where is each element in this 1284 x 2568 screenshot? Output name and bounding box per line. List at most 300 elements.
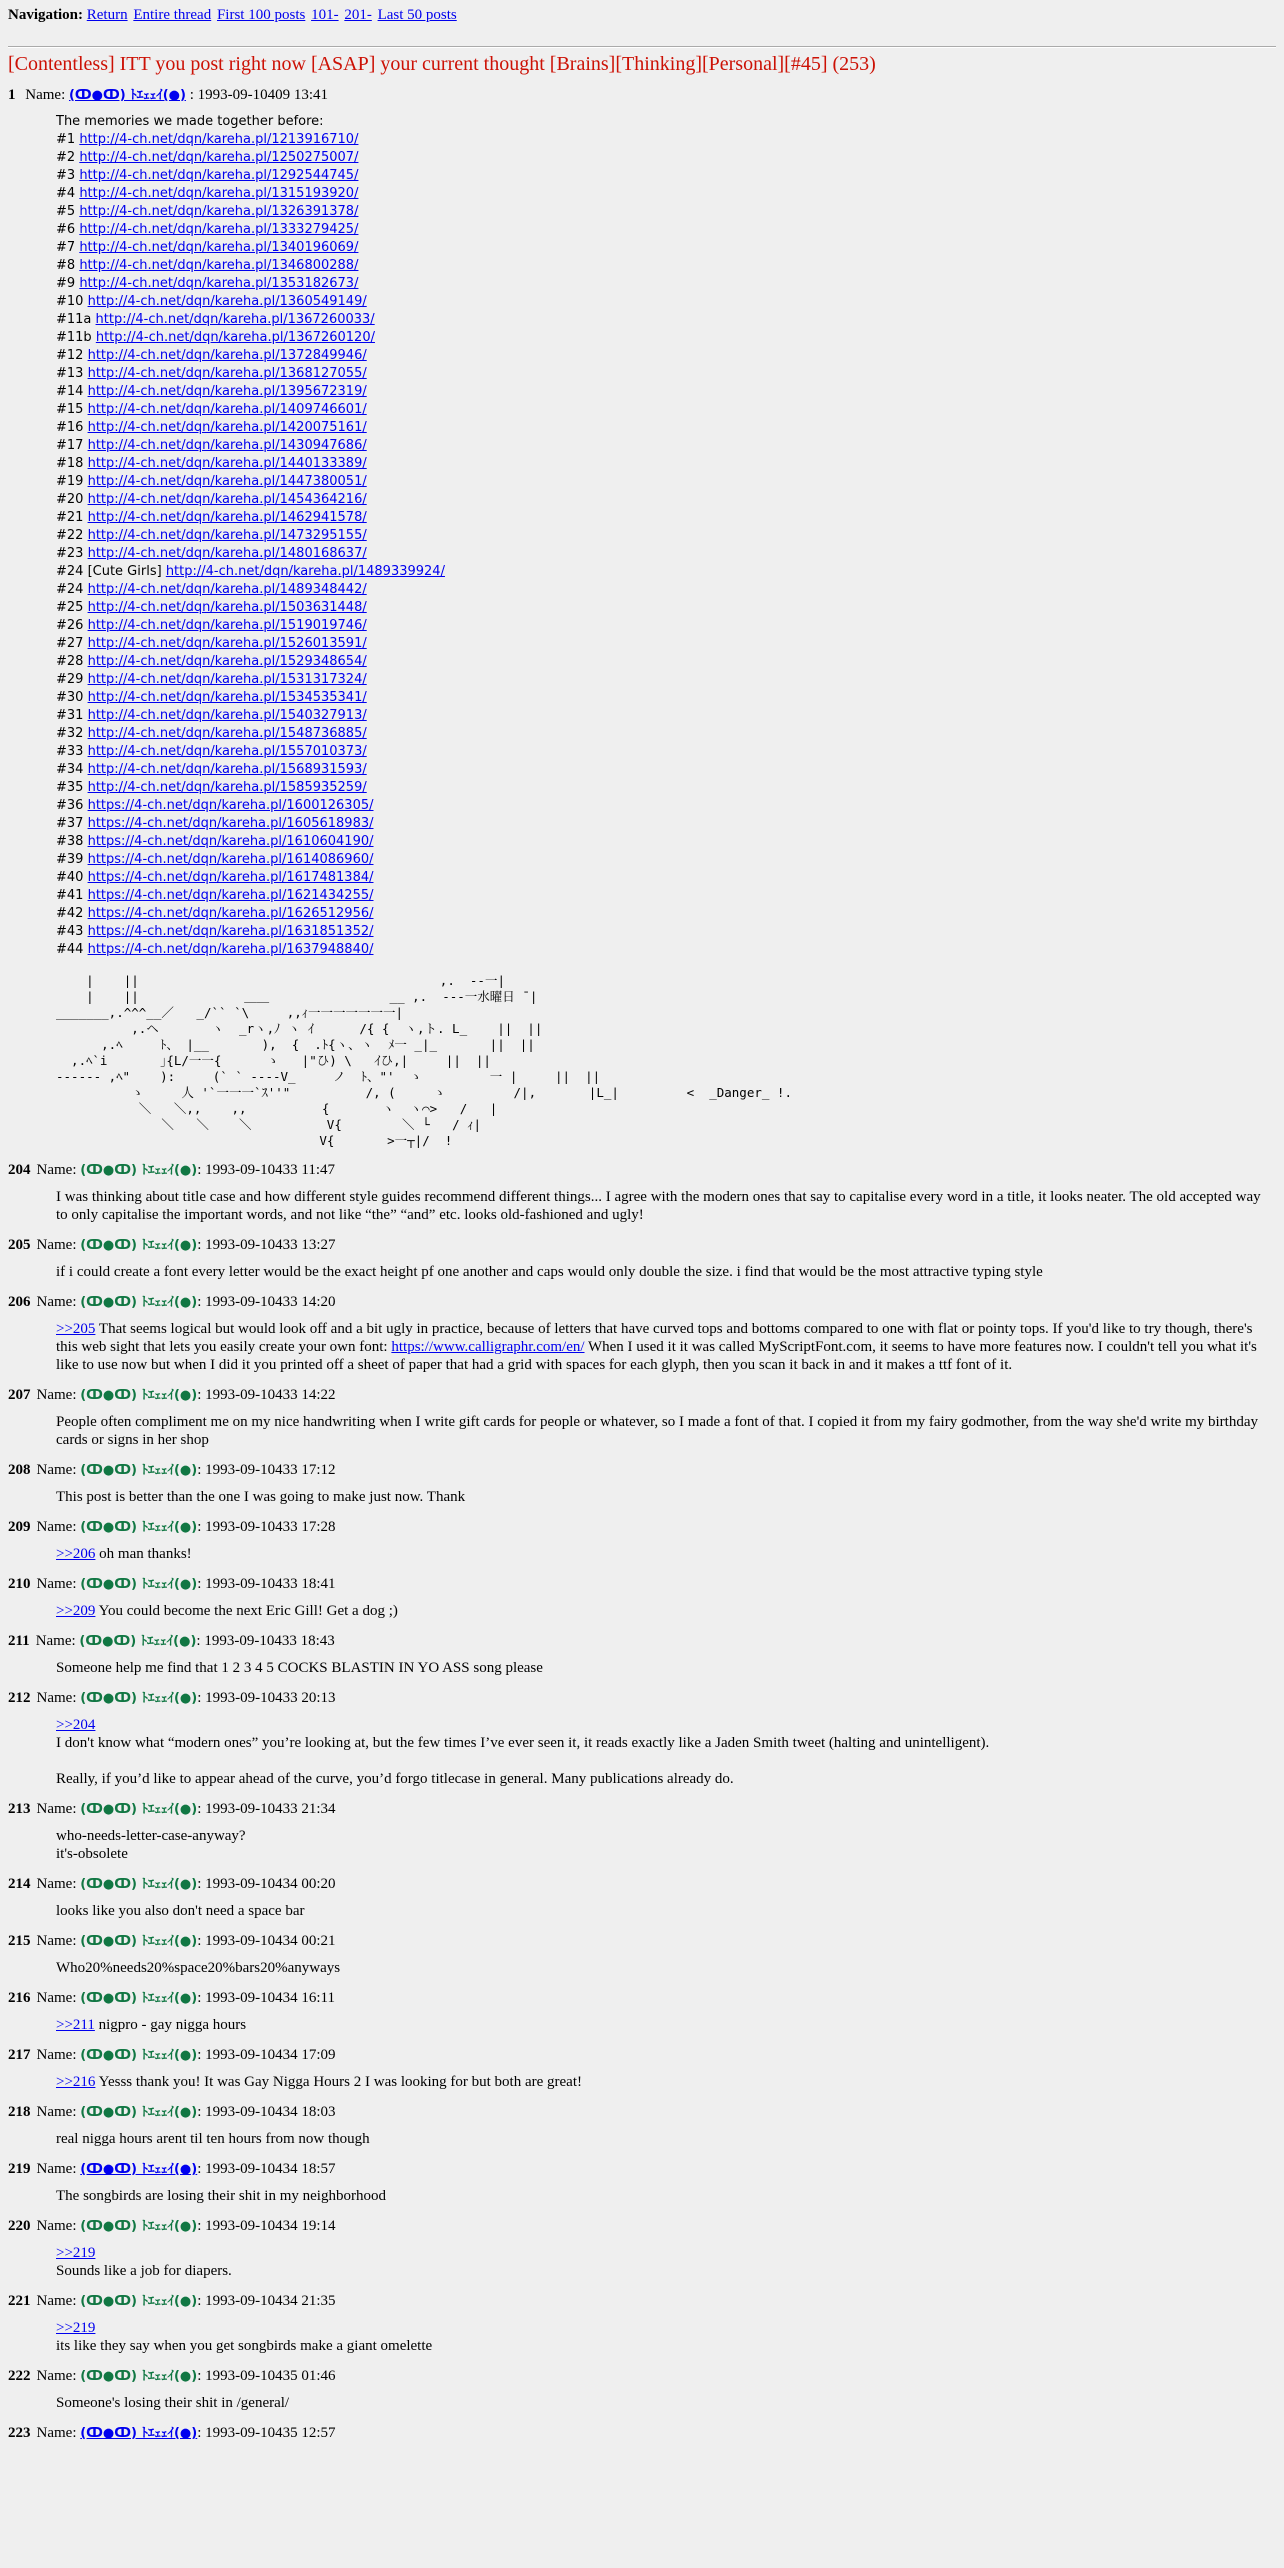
post-text: When I used it it was called MyScriptFont.com, it seems to have more features now. I couldn't tell you what it's like to use now but when I did it you printed off a sheet of paper that had a grid with spaces for each glyph, then you scan it back in and it makes a ttf font of it. bbox=[56, 1339, 1257, 1373]
post-number: 218 bbox=[8, 2104, 31, 2120]
memory-link[interactable]: http://4-ch.net/dqn/kareha.pl/1409746601/ bbox=[87, 402, 367, 417]
post-number: 219 bbox=[8, 2161, 31, 2177]
post-text: Someone help me find that 1 2 3 4 5 COCKS BLASTIN IN YO ASS song please bbox=[56, 1660, 543, 1676]
name-label: Name: bbox=[36, 2368, 77, 2384]
post-date: : 1993-09-10409 13:41 bbox=[189, 87, 329, 103]
post-line bbox=[56, 1413, 1276, 1449]
memory-label: #44 bbox=[56, 942, 84, 957]
post-body bbox=[56, 1413, 1276, 1449]
memory-link[interactable]: https://4-ch.net/dqn/kareha.pl/1637948840/ bbox=[87, 942, 374, 957]
post-date: : 1993-09-10434 16:11 bbox=[197, 1990, 335, 2006]
post-number: 205 bbox=[8, 1237, 31, 1253]
memory-item bbox=[56, 761, 1276, 779]
memory-item bbox=[56, 815, 1276, 833]
poster-name: (ↀ●ↀ) ﾄｴｪｪｲ(●) bbox=[80, 1463, 198, 1478]
memory-link[interactable]: https://4-ch.net/dqn/kareha.pl/1621434255/ bbox=[87, 888, 374, 903]
post-text: Yesss thank you! It was Gay Nigga Hours 2 I was looking for but both are great! bbox=[95, 2074, 583, 2090]
poster-name: (ↀ●ↀ) ﾄｴｪｪｲ(●) bbox=[80, 2219, 198, 2234]
memory-item bbox=[56, 689, 1276, 707]
memory-link[interactable]: http://4-ch.net/dqn/kareha.pl/1333279425/ bbox=[79, 222, 359, 237]
memory-link[interactable]: http://4-ch.net/dqn/kareha.pl/1557010373/ bbox=[87, 744, 367, 759]
memory-link[interactable]: https://4-ch.net/dqn/kareha.pl/1614086960/ bbox=[87, 852, 374, 867]
post-line bbox=[56, 1959, 1276, 1977]
post-date: : 1993-09-10433 18:43 bbox=[196, 1633, 335, 1649]
name-label: Name: bbox=[36, 1990, 77, 2006]
post-date: : 1993-09-10434 18:03 bbox=[197, 2104, 336, 2120]
memory-item bbox=[56, 635, 1276, 653]
poster-name: (ↀ●ↀ) ﾄｴｪｪｲ(●) bbox=[80, 1163, 198, 1178]
memory-link[interactable]: http://4-ch.net/dqn/kareha.pl/1368127055/ bbox=[87, 366, 367, 381]
name-label: Name: bbox=[36, 1576, 77, 1592]
memory-link[interactable]: http://4-ch.net/dqn/kareha.pl/1473295155/ bbox=[87, 528, 367, 543]
poster-name: (ↀ●ↀ) ﾄｴｪｪｲ(●) bbox=[80, 1934, 198, 1949]
memory-label: #19 bbox=[56, 474, 84, 489]
memory-label: #42 bbox=[56, 906, 84, 921]
name-label: Name: bbox=[36, 1294, 77, 1310]
memory-link[interactable]: http://4-ch.net/dqn/kareha.pl/1367260120/ bbox=[95, 330, 375, 345]
memory-item bbox=[56, 329, 1276, 347]
post-text: who-needs-letter-case-anyway? bbox=[56, 1828, 246, 1844]
post bbox=[8, 1932, 1276, 1977]
post-body bbox=[56, 1263, 1276, 1281]
reply-reference-link[interactable]: >>216 bbox=[56, 2074, 96, 2090]
memory-item bbox=[56, 887, 1276, 905]
memory-item bbox=[56, 419, 1276, 437]
memory-link[interactable]: http://4-ch.net/dqn/kareha.pl/1430947686/ bbox=[87, 438, 367, 453]
memory-item bbox=[56, 725, 1276, 743]
post-text: I was thinking about title case and how different style guides recommend different things... I agree with the modern ones that say to capitalise every word in a title, it looks neater. The old accepted way to only capitalise the important words, and not like “the” “and” etc. looks old-fashioned and ugly! bbox=[56, 1189, 1261, 1223]
post-text: oh man thanks! bbox=[95, 1546, 192, 1562]
post-line bbox=[56, 1827, 1276, 1845]
reply-reference-link[interactable]: >>204 bbox=[56, 1717, 96, 1733]
memory-label: #40 bbox=[56, 870, 84, 885]
post bbox=[8, 1989, 1276, 2034]
memory-link[interactable]: http://4-ch.net/dqn/kareha.pl/1346800288/ bbox=[79, 258, 359, 273]
memory-link[interactable]: http://4-ch.net/dqn/kareha.pl/1462941578/ bbox=[87, 510, 367, 525]
memory-link[interactable]: http://4-ch.net/dqn/kareha.pl/1447380051/ bbox=[87, 474, 367, 489]
memory-link[interactable]: http://4-ch.net/dqn/kareha.pl/1568931593/ bbox=[87, 762, 367, 777]
post-header bbox=[8, 2103, 1276, 2122]
memory-item bbox=[56, 365, 1276, 383]
poster-name-link[interactable]: (ↀ●ↀ) ﾄｴｪｪｲ(●) bbox=[68, 88, 186, 103]
post bbox=[8, 1386, 1276, 1449]
post bbox=[8, 1632, 1276, 1677]
post-header bbox=[8, 2424, 1276, 2443]
memory-link[interactable]: http://4-ch.net/dqn/kareha.pl/1420075161/ bbox=[87, 420, 367, 435]
post-text: it's-obsolete bbox=[56, 1846, 128, 1862]
memory-item bbox=[56, 383, 1276, 401]
memory-label: #30 bbox=[56, 690, 84, 705]
poster-name: (ↀ●ↀ) ﾄｴｪｪｲ(●) bbox=[80, 1520, 198, 1535]
memory-label: #24 [Cute Girls] bbox=[56, 564, 162, 579]
memory-item bbox=[56, 455, 1276, 473]
post bbox=[8, 2103, 1276, 2148]
memory-label: #13 bbox=[56, 366, 84, 381]
nav-201-link[interactable]: 201- bbox=[344, 7, 372, 23]
post-line bbox=[56, 2016, 1276, 2034]
post bbox=[8, 2217, 1276, 2280]
memory-link[interactable]: http://4-ch.net/dqn/kareha.pl/1250275007/ bbox=[79, 150, 359, 165]
memory-link[interactable]: http://4-ch.net/dqn/kareha.pl/1292544745/ bbox=[79, 168, 359, 183]
post-header bbox=[8, 1293, 1276, 1312]
memory-link[interactable]: https://4-ch.net/dqn/kareha.pl/1626512956/ bbox=[87, 906, 374, 921]
poster-name: (ↀ●ↀ) ﾄｴｪｪｲ(●) bbox=[80, 1238, 198, 1253]
name-label: Name: bbox=[36, 1519, 77, 1535]
reply-reference-link[interactable]: >>209 bbox=[56, 1603, 96, 1619]
memory-item bbox=[56, 563, 1276, 581]
memory-item bbox=[56, 167, 1276, 185]
post-date: : 1993-09-10434 00:21 bbox=[197, 1933, 336, 1949]
name-label: Name: bbox=[36, 1462, 77, 1478]
nav-101-link[interactable]: 101- bbox=[311, 7, 339, 23]
reply-reference-link[interactable]: >>219 bbox=[56, 2245, 96, 2261]
memory-label: #17 bbox=[56, 438, 84, 453]
poster-name: (ↀ●ↀ) ﾄｴｪｪｲ(●) bbox=[80, 2105, 198, 2120]
memory-link[interactable]: http://4-ch.net/dqn/kareha.pl/1540327913/ bbox=[87, 708, 367, 723]
reply-reference-link[interactable]: >>205 bbox=[56, 1321, 96, 1337]
post-header bbox=[8, 1161, 1276, 1180]
memory-link[interactable]: https://4-ch.net/dqn/kareha.pl/1600126305/ bbox=[87, 798, 374, 813]
memory-link[interactable]: http://4-ch.net/dqn/kareha.pl/1315193920/ bbox=[79, 186, 359, 201]
memory-label: #25 bbox=[56, 600, 84, 615]
memory-item bbox=[56, 869, 1276, 887]
post-date: : 1993-09-10434 21:35 bbox=[197, 2293, 336, 2309]
memory-label: #18 bbox=[56, 456, 84, 471]
post-date: : 1993-09-10433 17:28 bbox=[197, 1519, 336, 1535]
post-number: 209 bbox=[8, 1519, 31, 1535]
post-body bbox=[56, 2319, 1276, 2355]
memory-link[interactable]: http://4-ch.net/dqn/kareha.pl/1360549149/ bbox=[87, 294, 367, 309]
memory-item bbox=[56, 653, 1276, 671]
post-header bbox=[8, 1632, 1276, 1651]
post-body bbox=[56, 1602, 1276, 1620]
memory-item bbox=[56, 131, 1276, 149]
ascii-art: | || ,. -‐一| | || ＿＿ __ ,. ---一水曜日 ̄ | _______,.^^^__／ _/`` `\ ,,ｨ一一一一一一一| ,.ヘ ヽ _rヽ,ﾉ ヽ ｲ /{ { ヽ,ト. L_ || || ,.ﾍ ﾄ、 |__ ), { .ﾄ{ヽ、ヽ ﾒ一 _|_ || || ,.ﾍ`i ｣{L/一一{ ゝ |"ひ) \ ｲひ,| || || ------ ,ﾍ" ): (` ` ----V_ ノ ﾄ、"' ゝ 一 | || || ゝ 人 '`一一一`ｽ''" /, ( ゝ /|, |L_| < _Danger_ !. ＼ ＼,, ,, { ヽ ヽ⌒> / | ＼ ＼ ＼ V{ ＼ └ / ｨ| V{ >一┬|/ ! bbox=[56, 973, 792, 1148]
memory-link[interactable]: https://4-ch.net/dqn/kareha.pl/1610604190/ bbox=[87, 834, 374, 849]
name-label: Name: bbox=[36, 2161, 77, 2177]
post bbox=[8, 2046, 1276, 2091]
post-line bbox=[56, 2319, 1276, 2337]
memory-link[interactable]: http://4-ch.net/dqn/kareha.pl/1503631448/ bbox=[87, 600, 367, 615]
post-header bbox=[8, 1800, 1276, 1819]
post bbox=[8, 1800, 1276, 1863]
poster-name: (ↀ●ↀ) ﾄｴｪｪｲ(●) bbox=[80, 1802, 198, 1817]
poster-name: (ↀ●ↀ) ﾄｴｪｪｲ(●) bbox=[80, 2294, 198, 2309]
memory-item bbox=[56, 923, 1276, 941]
memory-label: #11a bbox=[56, 312, 92, 327]
memory-item bbox=[56, 941, 1276, 959]
memory-link[interactable]: http://4-ch.net/dqn/kareha.pl/1534535341/ bbox=[87, 690, 367, 705]
post-date: : 1993-09-10433 14:20 bbox=[197, 1294, 336, 1310]
post-header bbox=[8, 2367, 1276, 2386]
name-label: Name: bbox=[36, 1387, 77, 1403]
post-body bbox=[56, 2073, 1276, 2091]
post-text: This post is better than the one I was going to make just now. Thank bbox=[56, 1489, 466, 1505]
memory-link[interactable]: http://4-ch.net/dqn/kareha.pl/1395672319/ bbox=[87, 384, 367, 399]
post bbox=[8, 1461, 1276, 1506]
post-header bbox=[8, 86, 1276, 105]
name-label: Name: bbox=[36, 1933, 77, 1949]
post-line bbox=[56, 1488, 1276, 1506]
memory-link[interactable]: http://4-ch.net/dqn/kareha.pl/1372849946/ bbox=[87, 348, 367, 363]
nav-first-100-link[interactable]: First 100 posts bbox=[216, 7, 306, 23]
memory-label: #26 bbox=[56, 618, 84, 633]
memory-label: #37 bbox=[56, 816, 84, 831]
post bbox=[8, 1575, 1276, 1620]
post-body bbox=[56, 2187, 1276, 2205]
memory-item bbox=[56, 347, 1276, 365]
post-header bbox=[8, 2292, 1276, 2311]
post bbox=[8, 2367, 1276, 2412]
memories-intro: The memories we made together before: bbox=[56, 114, 324, 129]
memory-label: #5 bbox=[56, 204, 76, 219]
name-label: Name: bbox=[36, 2425, 77, 2441]
post-text: looks like you also don't need a space bar bbox=[56, 1903, 305, 1919]
post-number: 207 bbox=[8, 1387, 31, 1403]
post bbox=[8, 2160, 1276, 2205]
memory-item bbox=[56, 581, 1276, 599]
memory-label: #22 bbox=[56, 528, 84, 543]
post-body bbox=[56, 1659, 1276, 1677]
post-text: Really, if you’d like to appear ahead of the curve, you’d forgo titlecase in general. Many publications already do. bbox=[56, 1771, 734, 1787]
post bbox=[8, 1293, 1276, 1374]
poster-name: (ↀ●ↀ) ﾄｴｪｪｲ(●) bbox=[80, 2048, 198, 2063]
reply-reference-link[interactable]: >>211 bbox=[56, 2017, 95, 2033]
post-body bbox=[56, 1959, 1276, 1977]
memory-label: #20 bbox=[56, 492, 84, 507]
post bbox=[8, 1689, 1276, 1788]
name-label: Name: bbox=[36, 1876, 77, 1892]
post-number: 208 bbox=[8, 1462, 31, 1478]
memory-link[interactable]: https://4-ch.net/dqn/kareha.pl/1605618983/ bbox=[87, 816, 374, 831]
name-label: Name: bbox=[36, 1801, 77, 1817]
memory-item bbox=[56, 185, 1276, 203]
post-body bbox=[56, 113, 1276, 959]
post-date: : 1993-09-10433 13:27 bbox=[197, 1237, 336, 1253]
post-text: I don't know what “modern ones” you’re looking at, but the few times I’ve ever seen it, it reads exactly like a Jaden Smith tweet (halting and unintelligent). bbox=[56, 1735, 990, 1751]
post-body bbox=[56, 1716, 1276, 1788]
memory-item bbox=[56, 473, 1276, 491]
memory-link[interactable]: http://4-ch.net/dqn/kareha.pl/1367260033/ bbox=[95, 312, 375, 327]
post-number: 212 bbox=[8, 1690, 31, 1706]
reply-reference-link[interactable]: >>206 bbox=[56, 1546, 96, 1562]
name-label: Name: bbox=[35, 1633, 76, 1649]
post-date: : 1993-09-10433 17:12 bbox=[197, 1462, 336, 1478]
post-body bbox=[56, 1827, 1276, 1863]
memory-label: #9 bbox=[56, 276, 76, 291]
post-line bbox=[56, 1602, 1276, 1620]
post-header bbox=[8, 1386, 1276, 1405]
navigation-bar bbox=[8, 6, 1276, 24]
memory-label: #35 bbox=[56, 780, 84, 795]
reply-reference-link[interactable]: >>219 bbox=[56, 2320, 96, 2336]
memory-link[interactable]: http://4-ch.net/dqn/kareha.pl/1529348654/ bbox=[87, 654, 367, 669]
memory-link[interactable]: http://4-ch.net/dqn/kareha.pl/1480168637/ bbox=[87, 546, 367, 561]
post-header bbox=[8, 2046, 1276, 2065]
post-line bbox=[56, 1734, 1276, 1752]
post bbox=[8, 1875, 1276, 1920]
post-date: : 1993-09-10435 01:46 bbox=[197, 2368, 336, 2384]
post-line bbox=[56, 1902, 1276, 1920]
thread-title: [Contentless] ITT you post right now [ASAP] your current thought [Brains][Thinking][Personal][#45] (253) bbox=[8, 53, 876, 75]
post-header bbox=[8, 1518, 1276, 1537]
post-body bbox=[56, 2394, 1276, 2412]
name-label: Name: bbox=[36, 1237, 77, 1253]
blank-line bbox=[56, 1752, 1276, 1770]
divider bbox=[8, 46, 1276, 48]
post-body bbox=[56, 2016, 1276, 2034]
memory-item bbox=[56, 527, 1276, 545]
name-label: Name: bbox=[25, 87, 66, 103]
post-header bbox=[8, 1575, 1276, 1594]
post-text: You could become the next Eric Gill! Get a dog ;) bbox=[95, 1603, 398, 1619]
memory-link[interactable]: http://4-ch.net/dqn/kareha.pl/1489339924/ bbox=[165, 564, 445, 579]
poster-name: (ↀ●ↀ) ﾄｴｪｪｲ(●) bbox=[80, 1877, 198, 1892]
post-header bbox=[8, 1989, 1276, 2008]
nav-entire-thread-link[interactable]: Entire thread bbox=[133, 7, 212, 23]
post-date: : 1993-09-10434 00:20 bbox=[197, 1876, 336, 1892]
post-text: if i could create a font every letter would be the exact height pf one another and caps would only double the size. i find that would be the most attractive typing style bbox=[56, 1264, 1043, 1280]
memory-item bbox=[56, 491, 1276, 509]
memory-label: #41 bbox=[56, 888, 84, 903]
post bbox=[8, 1518, 1276, 1563]
post-line bbox=[56, 2244, 1276, 2262]
nav-last-50-link[interactable]: Last 50 posts bbox=[377, 7, 457, 23]
post-header bbox=[8, 1875, 1276, 1894]
name-label: Name: bbox=[36, 2293, 77, 2309]
memory-label: #4 bbox=[56, 186, 76, 201]
post-line bbox=[56, 1845, 1276, 1863]
memory-label: #12 bbox=[56, 348, 84, 363]
post-header bbox=[8, 1236, 1276, 1255]
memory-link[interactable]: http://4-ch.net/dqn/kareha.pl/1489348442/ bbox=[87, 582, 367, 597]
memory-link[interactable]: https://4-ch.net/dqn/kareha.pl/1631851352/ bbox=[87, 924, 374, 939]
memory-item bbox=[56, 797, 1276, 815]
post-number: 213 bbox=[8, 1801, 31, 1817]
memory-link[interactable]: http://4-ch.net/dqn/kareha.pl/1326391378/ bbox=[79, 204, 359, 219]
post-number: 210 bbox=[8, 1576, 31, 1592]
poster-name-link[interactable]: (ↀ●ↀ) ﾄｴｪｪｲ(●) bbox=[80, 2426, 198, 2441]
memory-item bbox=[56, 275, 1276, 293]
post-body bbox=[56, 2244, 1276, 2280]
memory-label: #21 bbox=[56, 510, 84, 525]
post-header bbox=[8, 2160, 1276, 2179]
memory-label: #6 bbox=[56, 222, 76, 237]
post-header bbox=[8, 1461, 1276, 1480]
memory-item bbox=[56, 311, 1276, 329]
memory-label: #24 bbox=[56, 582, 84, 597]
memory-item bbox=[56, 671, 1276, 689]
memory-label: #34 bbox=[56, 762, 84, 777]
memory-link[interactable]: http://4-ch.net/dqn/kareha.pl/1213916710/ bbox=[79, 132, 359, 147]
memory-item bbox=[56, 743, 1276, 761]
post-line bbox=[56, 1659, 1276, 1677]
memories-list bbox=[56, 131, 1276, 959]
memory-label: #32 bbox=[56, 726, 84, 741]
post bbox=[8, 2292, 1276, 2355]
post-number: 223 bbox=[8, 2425, 31, 2441]
poster-name: (ↀ●ↀ) ﾄｴｪｪｲ(●) bbox=[80, 1577, 198, 1592]
memory-item bbox=[56, 149, 1276, 167]
memory-item bbox=[56, 833, 1276, 851]
memory-label: #3 bbox=[56, 168, 76, 183]
post-header bbox=[8, 1689, 1276, 1708]
memory-link[interactable]: http://4-ch.net/dqn/kareha.pl/1454364216/ bbox=[87, 492, 367, 507]
memory-label: #43 bbox=[56, 924, 84, 939]
memory-link[interactable]: http://4-ch.net/dqn/kareha.pl/1340196069/ bbox=[79, 240, 359, 255]
post-line bbox=[56, 2073, 1276, 2091]
post-number: 216 bbox=[8, 1990, 31, 2006]
post-number: 217 bbox=[8, 2047, 31, 2063]
memory-item bbox=[56, 221, 1276, 239]
memory-item bbox=[56, 599, 1276, 617]
memory-link[interactable]: http://4-ch.net/dqn/kareha.pl/1440133389/ bbox=[87, 456, 367, 471]
poster-name: (ↀ●ↀ) ﾄｴｪｪｲ(●) bbox=[80, 1388, 198, 1403]
post-line bbox=[56, 2394, 1276, 2412]
memory-item bbox=[56, 905, 1276, 923]
post-text: real nigga hours arent til ten hours from now though bbox=[56, 2131, 370, 2147]
post-text: People often compliment me on my nice handwriting when I write gift cards for people or whatever, so I made a font of that. I copied it from my fairy godmother, from the way she'd write my birthday cards or signs in her shop bbox=[56, 1414, 1258, 1448]
external-link[interactable]: https://www.calligraphr.com/en/ bbox=[391, 1339, 585, 1355]
memory-label: #31 bbox=[56, 708, 84, 723]
memory-label: #33 bbox=[56, 744, 84, 759]
memory-link[interactable]: http://4-ch.net/dqn/kareha.pl/1531317324/ bbox=[87, 672, 367, 687]
memory-link[interactable]: http://4-ch.net/dqn/kareha.pl/1526013591/ bbox=[87, 636, 367, 651]
memory-link[interactable]: http://4-ch.net/dqn/kareha.pl/1353182673/ bbox=[79, 276, 359, 291]
name-label: Name: bbox=[36, 2047, 77, 2063]
memory-label: #39 bbox=[56, 852, 84, 867]
memory-link[interactable]: http://4-ch.net/dqn/kareha.pl/1585935259/ bbox=[87, 780, 367, 795]
post-line bbox=[56, 1320, 1276, 1374]
poster-name-link[interactable]: (ↀ●ↀ) ﾄｴｪｪｲ(●) bbox=[80, 2162, 198, 2177]
memory-link[interactable]: https://4-ch.net/dqn/kareha.pl/1617481384/ bbox=[87, 870, 374, 885]
poster-name: (ↀ●ↀ) ﾄｴｪｪｲ(●) bbox=[80, 1295, 198, 1310]
name-label: Name: bbox=[36, 2104, 77, 2120]
post-text: Someone's losing their shit in /general/ bbox=[56, 2395, 290, 2411]
memory-item bbox=[56, 545, 1276, 563]
memory-link[interactable]: http://4-ch.net/dqn/kareha.pl/1519019746/ bbox=[87, 618, 367, 633]
memory-label: #27 bbox=[56, 636, 84, 651]
memory-label: #38 bbox=[56, 834, 84, 849]
post-number: 204 bbox=[8, 1162, 31, 1178]
post-header bbox=[8, 1932, 1276, 1951]
memory-link[interactable]: http://4-ch.net/dqn/kareha.pl/1548736885/ bbox=[87, 726, 367, 741]
post-date: : 1993-09-10434 19:14 bbox=[197, 2218, 336, 2234]
memory-item bbox=[56, 437, 1276, 455]
memory-item bbox=[56, 203, 1276, 221]
post-number: 215 bbox=[8, 1933, 31, 1949]
post-text: The songbirds are losing their shit in my neighborhood bbox=[56, 2188, 386, 2204]
post-date: : 1993-09-10433 21:34 bbox=[197, 1801, 336, 1817]
post-text: Who20%needs20%space20%bars20%anyways bbox=[56, 1960, 341, 1976]
nav-return-link[interactable]: Return bbox=[86, 7, 128, 23]
op-post bbox=[8, 86, 1276, 1149]
post-number: 214 bbox=[8, 1876, 31, 1892]
post-body bbox=[56, 1545, 1276, 1563]
post-line bbox=[56, 2130, 1276, 2148]
poster-name: (ↀ●ↀ) ﾄｴｪｪｲ(●) bbox=[80, 2369, 198, 2384]
memory-label: #16 bbox=[56, 420, 84, 435]
memory-item bbox=[56, 779, 1276, 797]
memory-item bbox=[56, 293, 1276, 311]
memory-label: #7 bbox=[56, 240, 76, 255]
memory-label: #11b bbox=[56, 330, 92, 345]
poster-name: (ↀ●ↀ) ﾄｴｪｪｲ(●) bbox=[80, 1991, 198, 2006]
memory-label: #1 bbox=[56, 132, 76, 147]
post-line bbox=[56, 1188, 1276, 1224]
memory-label: #28 bbox=[56, 654, 84, 669]
posts-list bbox=[8, 1161, 1276, 2443]
